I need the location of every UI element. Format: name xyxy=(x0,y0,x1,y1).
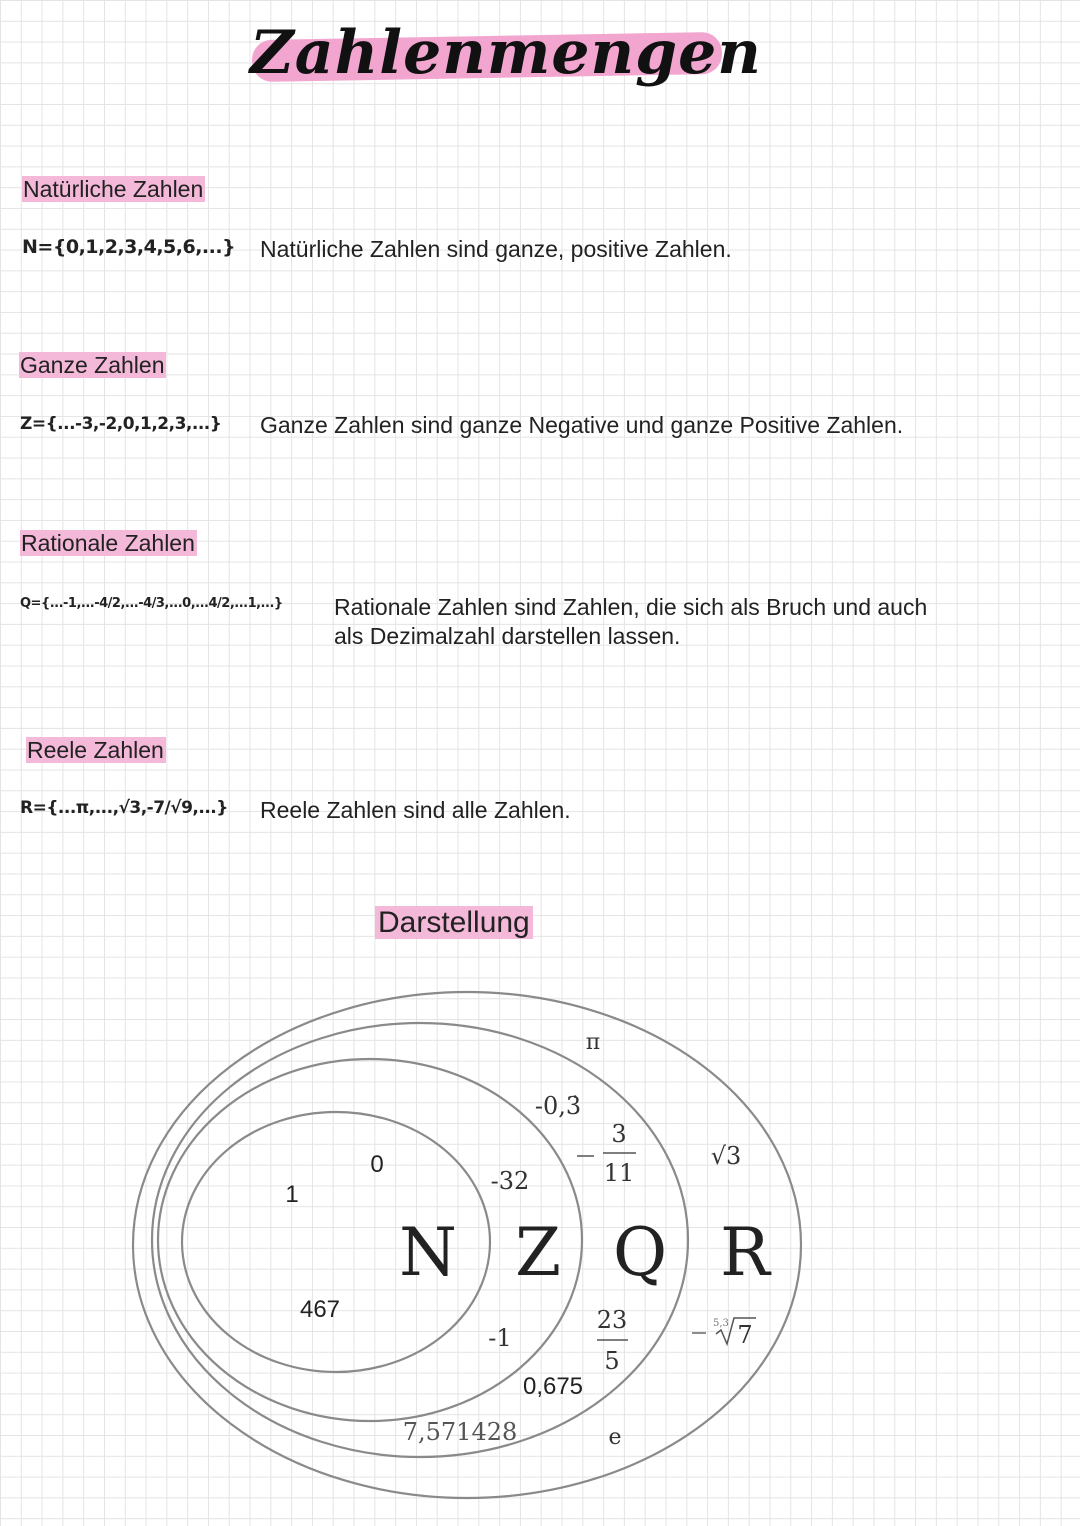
set-natural: N={0,1,2,3,4,5,6,...} xyxy=(22,236,236,258)
element-minus-1: -1 xyxy=(488,1324,512,1352)
fraction-11-denominator: 11 xyxy=(603,1159,635,1187)
desc-real: Reele Zahlen sind alle Zahlen. xyxy=(260,797,571,823)
fraction-3-numerator: 3 xyxy=(611,1120,627,1148)
set-rational: Q={...-1,...-4/2,...-4/3,...0,...4/2,...1,...} xyxy=(20,596,283,611)
set-q-label: Q xyxy=(612,1214,668,1291)
element-sqrt-3: √3 xyxy=(710,1142,742,1170)
desc-rational-line2: als Dezimalzahl darstellen lassen. xyxy=(334,623,681,649)
desc-natural: Natürliche Zahlen sind ganze, positive Zahlen. xyxy=(260,236,732,262)
heading-rational-text: Rationale Zahlen xyxy=(21,530,195,556)
element-minus-32: -32 xyxy=(490,1167,530,1195)
root-radicand: 7 xyxy=(737,1321,753,1349)
element-zero: 0 xyxy=(370,1151,384,1178)
set-integer: Z={...-3,-2,0,1,2,3,...} xyxy=(20,414,222,434)
fraction-23-numerator: 23 xyxy=(596,1306,628,1334)
root-index: 5,3 xyxy=(713,1318,729,1329)
element-0-675: 0,675 xyxy=(522,1373,584,1400)
element-pi: π xyxy=(585,1030,601,1055)
heading-integer-text: Ganze Zahlen xyxy=(20,352,165,378)
heading-real-text: Reele Zahlen xyxy=(27,737,164,763)
set-n-label: N xyxy=(399,1214,457,1291)
desc-rational-line1: Rationale Zahlen sind Zahlen, die sich als Bruch und auch xyxy=(334,594,928,620)
diagram-heading-text: Darstellung xyxy=(375,906,533,939)
set-z-label: Z xyxy=(515,1214,561,1291)
element-7-571428: 7,571428 xyxy=(402,1418,518,1446)
element-467: 467 xyxy=(299,1296,341,1323)
desc-integer: Ganze Zahlen sind ganze Negative und ganze Positive Zahlen. xyxy=(260,412,904,438)
set-real: R={...π,...,√3,-7/√9,...} xyxy=(20,798,228,818)
element-e: e xyxy=(608,1425,622,1450)
set-r-label: R xyxy=(720,1214,770,1291)
page-title: Zahlenmengen xyxy=(250,18,762,88)
element-one: 1 xyxy=(285,1181,299,1208)
heading-natural-text: Natürliche Zahlen xyxy=(23,176,204,202)
fraction-5-denominator: 5 xyxy=(604,1347,620,1375)
element-minus-0-3-periodic: -0,3̇ xyxy=(534,1092,582,1120)
